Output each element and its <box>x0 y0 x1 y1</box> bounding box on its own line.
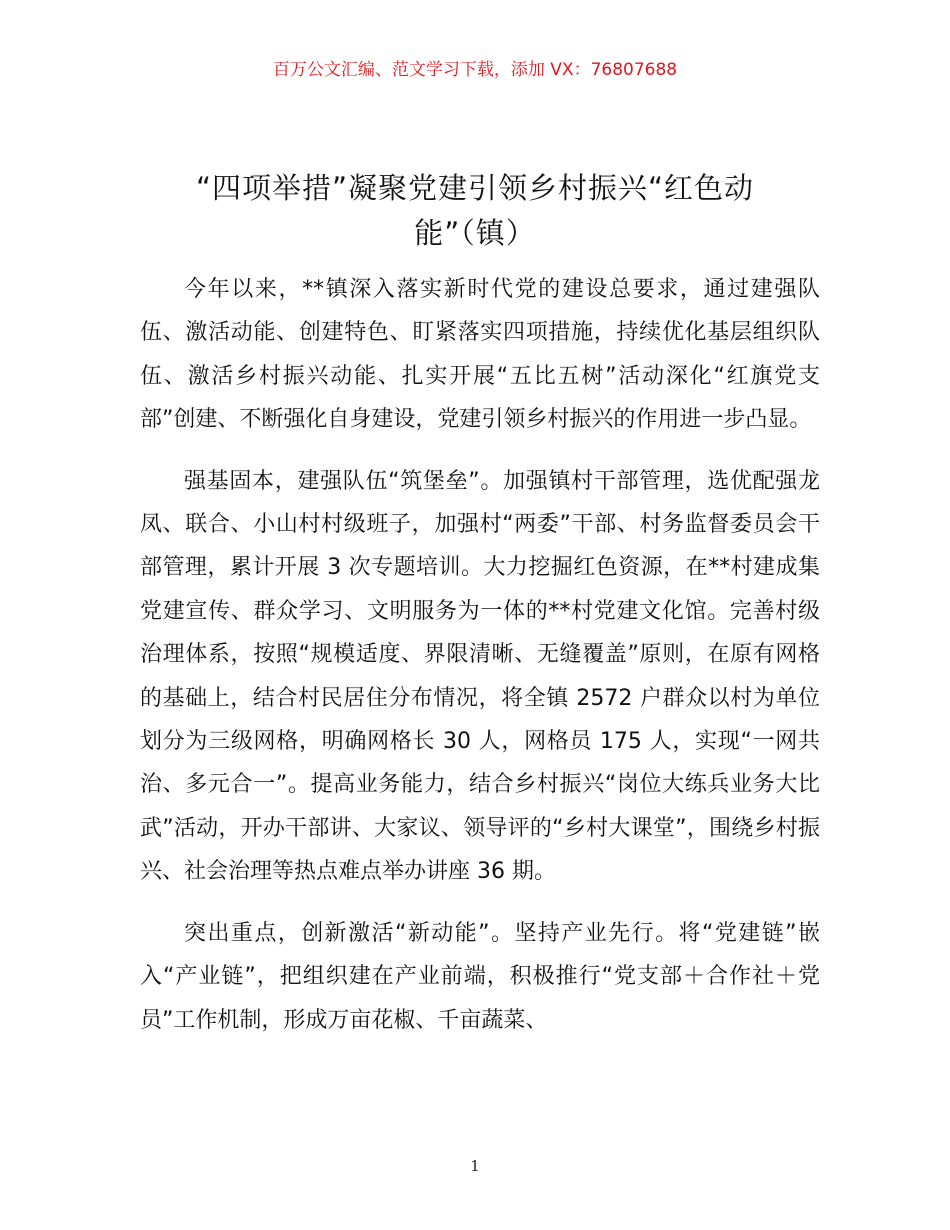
title-line-1: “四项举措”凝聚党建引领乡村振兴“红色动 <box>195 171 755 205</box>
title-line-2: 能”（镇） <box>414 216 536 250</box>
page-number: 1 <box>470 1157 480 1175</box>
paragraph-new-momentum: 突出重点，创新激活“新动能”。坚持产业先行。将“党建链”嵌入“产业链”，把组织建在产业前端，积极推行“党支部＋合作社＋党员”工作机制，形成万亩花椒、千亩蔬菜、 <box>140 920 820 1033</box>
paragraph-team-building: 强基固本，建强队伍“筑堡垒”。加强镇村干部管理，选优配强龙凤、联合、小山村村级班子，加强村“两委”干部、村务监督委员会干部管理，累计开展 3 次专题培训。大力挖掘红色资源，在**村建成集党建宣传、群众学习、文明服务为一体的**村党建文化馆。完善村级治理体系，按照“规模适度、界限清晰、无缝覆盖”原则，在原有网格的基础上，结合村民居住分布情况，将全镇 2572 户群众以村为单位划分为三级网格，明确网格长 30 人，网格员 175 人，实现“一网共治、多元合一”。提高业务能力，结合乡村振兴“岗位大练兵业务大比武”活动，开办干部讲、大家议、领导评的“乡村大课堂”，围绕乡村振兴、社会治理等热点难点举办讲座 36 期。 <box>140 468 820 885</box>
header-banner: 百万公文汇编、范文学习下载，添加 VX：76807688 <box>272 60 678 80</box>
document-title <box>130 166 820 256</box>
document-body <box>140 268 820 1060</box>
paragraph-intro: 今年以来，**镇深入落实新时代党的建设总要求，通过建强队伍、激活动能、创建特色、盯紧落实四项措施，持续优化基层组织队伍、激活乡村振兴动能、扎实开展“五比五树”活动深化“红旗党支部”创建、不断强化自身建设，党建引领乡村振兴的作用进一步凸显。 <box>140 277 820 433</box>
